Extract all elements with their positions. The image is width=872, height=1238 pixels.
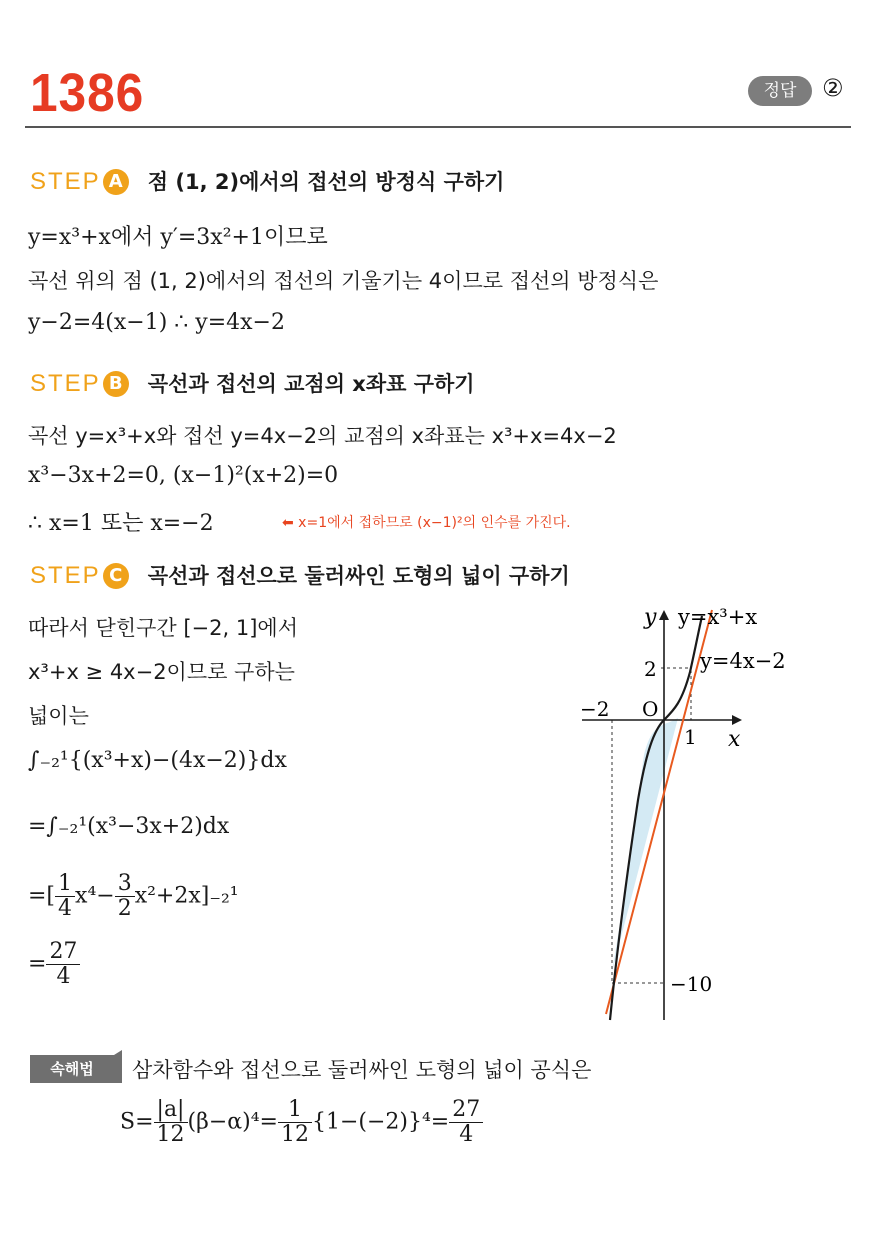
fraction-numerator: 1	[55, 872, 75, 897]
answer-badge: 정답	[748, 76, 812, 106]
step-c-letter: C	[103, 563, 129, 589]
y-axis-arrow	[659, 610, 669, 620]
equals-sign: =	[28, 951, 47, 977]
substitution-term: {1−(−2)}⁴=	[311, 1109, 450, 1135]
step-c-line3: 넓이는	[28, 704, 89, 728]
step-c-line2: x³+x ≥ 4x−2이므로 구하는	[28, 660, 295, 684]
step-b-line2: x³−3x+2=0, (x−1)²(x+2)=0	[28, 463, 339, 488]
fraction-numerator: 27	[449, 1098, 483, 1123]
step-b-letter: B	[103, 371, 129, 397]
integral-line3	[28, 872, 239, 921]
step-b-header	[30, 368, 475, 398]
step-b-note: ⬅ x=1에서 접하므로 (x−1)²의 인수를 가진다.	[282, 515, 571, 531]
integral-line2: =∫₋₂¹(x³−3x+2)dx	[28, 814, 230, 839]
integral-result	[28, 940, 80, 989]
step-a-title: 점 (1, 2)에서의 접선의 방정식 구하기	[147, 170, 505, 194]
step-c-line1: 따라서 닫힌구간 [−2, 1]에서	[28, 616, 298, 640]
step-a-header	[30, 166, 504, 196]
fraction-numerator: |a|	[154, 1098, 188, 1123]
bracket-close: ]₋₂¹	[200, 883, 239, 909]
graph	[560, 590, 860, 1030]
tick-label-1: 1	[684, 725, 697, 749]
bracket-open: =[	[28, 883, 56, 909]
answer-value: ②	[822, 74, 844, 102]
step-a-line1: y=x³+x에서 y′=3x²+1이므로	[28, 225, 328, 250]
step-b-line3: ∴ x=1 또는 x=−2	[28, 511, 214, 536]
step-b-line1: 곡선 y=x³+x와 접선 y=4x−2의 교점의 x좌표는 x³+x=4x−2	[28, 424, 617, 448]
tick-label-2: 2	[644, 657, 657, 681]
header-divider	[25, 126, 851, 128]
beta-alpha-term: (β−α)⁴=	[187, 1109, 278, 1135]
fraction-denominator: 12	[280, 1122, 309, 1148]
fraction-denominator: 4	[58, 896, 73, 922]
problem-number: 1386	[30, 63, 145, 123]
fraction-denominator: 2	[117, 896, 132, 922]
fraction-1-over-12	[278, 1098, 312, 1147]
result-fraction	[46, 940, 80, 989]
step-c-title: 곡선과 접선으로 둘러싸인 도형의 넓이 구하기	[147, 564, 570, 588]
term-x2: x²+2x	[134, 883, 201, 909]
s-equals: S=	[120, 1109, 154, 1135]
fraction-three-halves	[115, 872, 135, 921]
fraction-numerator: 1	[278, 1098, 312, 1123]
fraction-denominator: 12	[156, 1122, 185, 1148]
step-b-tag: STEP	[30, 370, 101, 397]
tangent-line	[606, 610, 712, 1014]
integral-line1: ∫₋₂¹{(x³+x)−(4x−2)}dx	[28, 748, 287, 773]
fraction-numerator: 3	[115, 872, 135, 897]
step-c-header	[30, 560, 570, 590]
fraction-denominator: 4	[459, 1122, 474, 1148]
shortcut-badge: 속해법	[30, 1055, 114, 1083]
fraction-quarter	[55, 872, 75, 921]
step-b-title: 곡선과 접선의 교점의 x좌표 구하기	[147, 372, 475, 396]
curve-label: y=x³+x	[678, 605, 758, 629]
step-a-line3: y−2=4(x−1) ∴ y=4x−2	[28, 310, 285, 335]
fraction-abs-a-over-12	[154, 1098, 188, 1147]
shortcut-text: 삼차함수와 접선으로 둘러싸인 도형의 넓이 공식은	[132, 1058, 592, 1082]
shaded-area	[612, 718, 678, 972]
x-axis-label: x	[728, 727, 741, 752]
line-label: y=4x−2	[700, 649, 786, 673]
badge-tail	[114, 1050, 124, 1084]
step-a-line2: 곡선 위의 점 (1, 2)에서의 접선의 기울기는 4이므로 접선의 방정식은	[28, 269, 659, 293]
origin-label: O	[642, 697, 659, 721]
fraction-27-over-4	[449, 1098, 483, 1147]
shortcut-formula	[120, 1098, 483, 1147]
fraction-numerator: 27	[46, 940, 80, 965]
y-axis-label: y	[644, 605, 657, 630]
fraction-denominator: 4	[56, 964, 71, 990]
step-a-tag: STEP	[30, 168, 101, 195]
tick-label-neg2: −2	[580, 697, 610, 721]
term-x4: x⁴−	[75, 883, 115, 909]
step-a-letter: A	[103, 169, 129, 195]
step-c-tag: STEP	[30, 562, 101, 589]
x-axis-arrow	[732, 715, 742, 725]
tick-label-neg10: −10	[670, 972, 713, 996]
